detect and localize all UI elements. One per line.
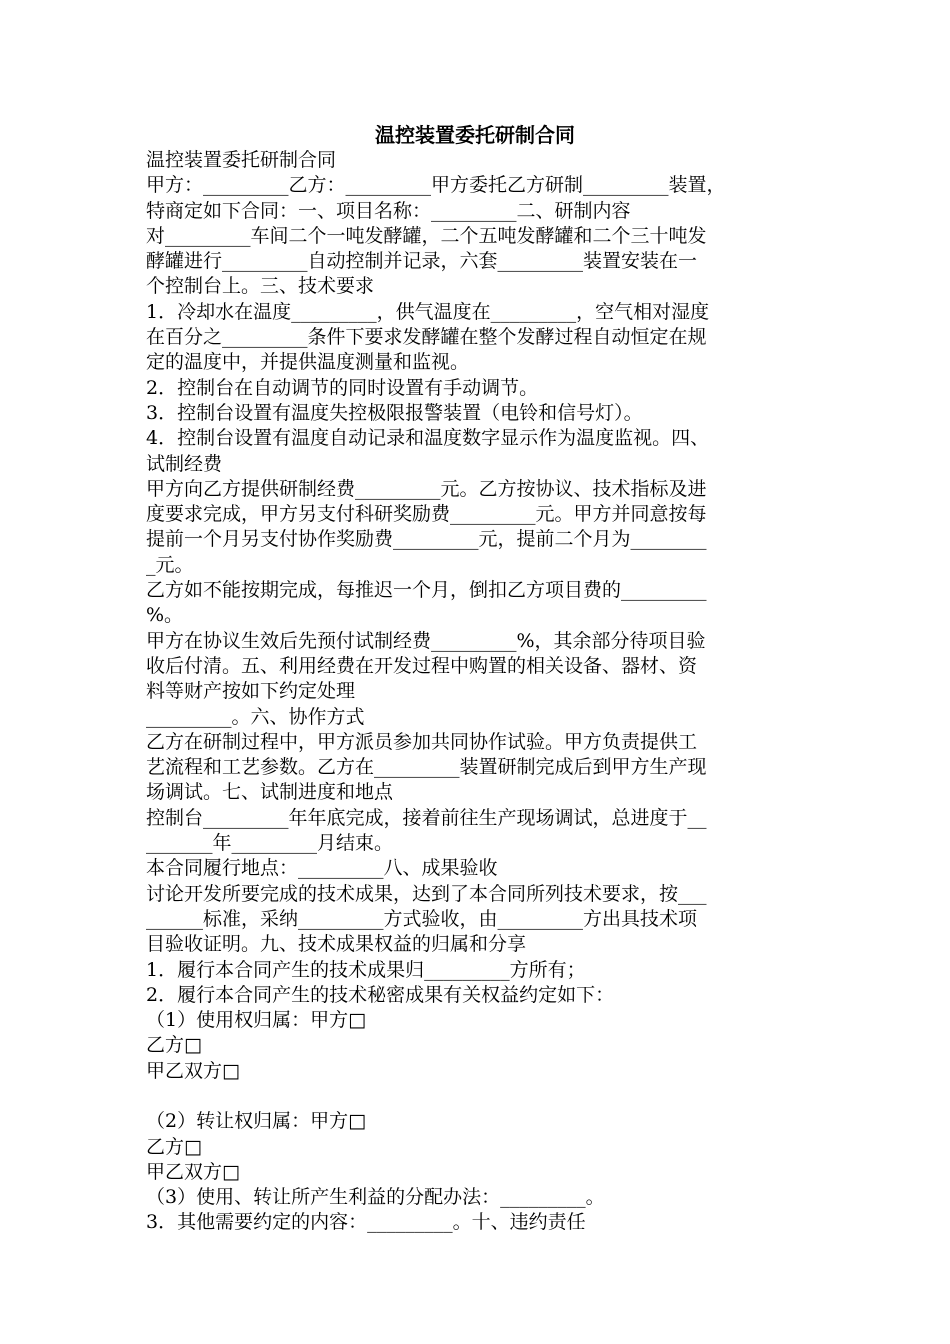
contract-line: %。	[146, 604, 184, 627]
contract-line: 温控装置委托研制合同	[146, 149, 337, 171]
contract-line: 对_________车间二个一吨发酵罐，二个五吨发酵罐和二个三十吨发	[146, 224, 707, 247]
contract-line: 提前一个月另支付协作奖励费_________元，提前二个月为________	[146, 528, 707, 551]
contract-line: （3）使用、转让所产生利益的分配办法：_________。	[146, 1186, 605, 1209]
contract-line: （1）使用权归属：甲方□	[146, 1009, 367, 1032]
contract-line: 甲方在协议生效后先预付试制经费_________%，其余部分待项目验	[146, 629, 706, 652]
contract-line: 甲乙双方□	[146, 1160, 240, 1183]
contract-line: _元。	[146, 553, 194, 576]
contract-line: 度要求完成，甲方另支付科研奖励费_________元。甲方并同意按每	[146, 503, 707, 526]
contract-line: 讨论开发所要完成的技术成果，达到了本合同所列技术要求，按___	[146, 882, 707, 905]
contract-line: 甲方向乙方提供研制经费_________元。乙方按协议、技术指标及进	[146, 477, 707, 500]
contract-line: 3．控制台设置有温度失控极限报警装置（电铃和信号灯）。	[146, 401, 643, 424]
contract-line: 2．履行本合同产生的技术秘密成果有关权益约定如下：	[146, 983, 615, 1006]
contract-line: 乙方□	[146, 1135, 202, 1158]
contract-line: 特商定如下合同：一、项目名称：_________二、研制内容	[146, 199, 631, 222]
contract-line: 试制经费	[146, 452, 223, 475]
contract-line: 酵罐进行_________自动控制并记录，六套_________装置安装在一	[146, 250, 698, 273]
contract-line: 乙方在研制过程中，甲方派员参加共同协作试验。甲方负责提供工	[146, 730, 698, 753]
contract-line: 料等财产按如下约定处理	[146, 680, 356, 703]
contract-line: 本合同履行地点：_________八、成果验收	[146, 857, 498, 880]
contract-line: 1．冷却水在温度_________，供气温度在_________，空气相对湿度	[146, 300, 710, 323]
contract-line	[146, 1084, 806, 1109]
contract-line: 控制台_________年年底完成，接着前往生产现场调试，总进度于__	[146, 806, 707, 829]
contract-line: 乙方□	[146, 1034, 202, 1057]
contract-line: 甲方：_________乙方：_________甲方委托乙方研制_________装置，	[146, 174, 726, 197]
contract-line: （2）转让权归属：甲方□	[146, 1110, 367, 1133]
contract-body	[146, 148, 806, 1236]
contract-line: 甲乙双方□	[146, 1059, 240, 1082]
contract-line: 在百分之_________条件下要求发酵罐在整个发酵过程自动恒定在规	[146, 326, 707, 349]
contract-line: 目验收证明。九、技术成果权益的归属和分享	[146, 933, 527, 956]
document-title: 温控装置委托研制合同	[375, 123, 575, 147]
contract-line: _______年_________月结束。	[146, 832, 394, 855]
contract-line: 乙方如不能按期完成，每推迟一个月，倒扣乙方项目费的_________	[146, 579, 707, 602]
contract-line: 定的温度中，并提供温度测量和监视。	[146, 351, 470, 374]
contract-line: 3．其他需要约定的内容：_________。十、违约责任	[146, 1211, 586, 1234]
contract-line: 2．控制台在自动调节的同时设置有手动调节。	[146, 376, 539, 399]
contract-line: 收后付清。五、利用经费在开发过程中购置的相关设备、器材、资	[146, 654, 698, 677]
contract-line: 个控制台上。三、技术要求	[146, 275, 375, 298]
contract-line: ______标准，采纳_________方式验收，由_________方出具技术项	[146, 907, 698, 930]
contract-line: 艺流程和工艺参数。乙方在_________装置研制完成后到甲方生产现	[146, 756, 707, 779]
contract-line: 1．履行本合同产生的技术成果归_________方所有；	[146, 958, 586, 981]
contract-line: 场调试。七、试制进度和地点	[146, 781, 394, 804]
contract-line: _________。六、协作方式	[146, 705, 365, 728]
contract-line: 4．控制台设置有温度自动记录和温度数字显示作为温度监视。四、	[146, 427, 710, 450]
